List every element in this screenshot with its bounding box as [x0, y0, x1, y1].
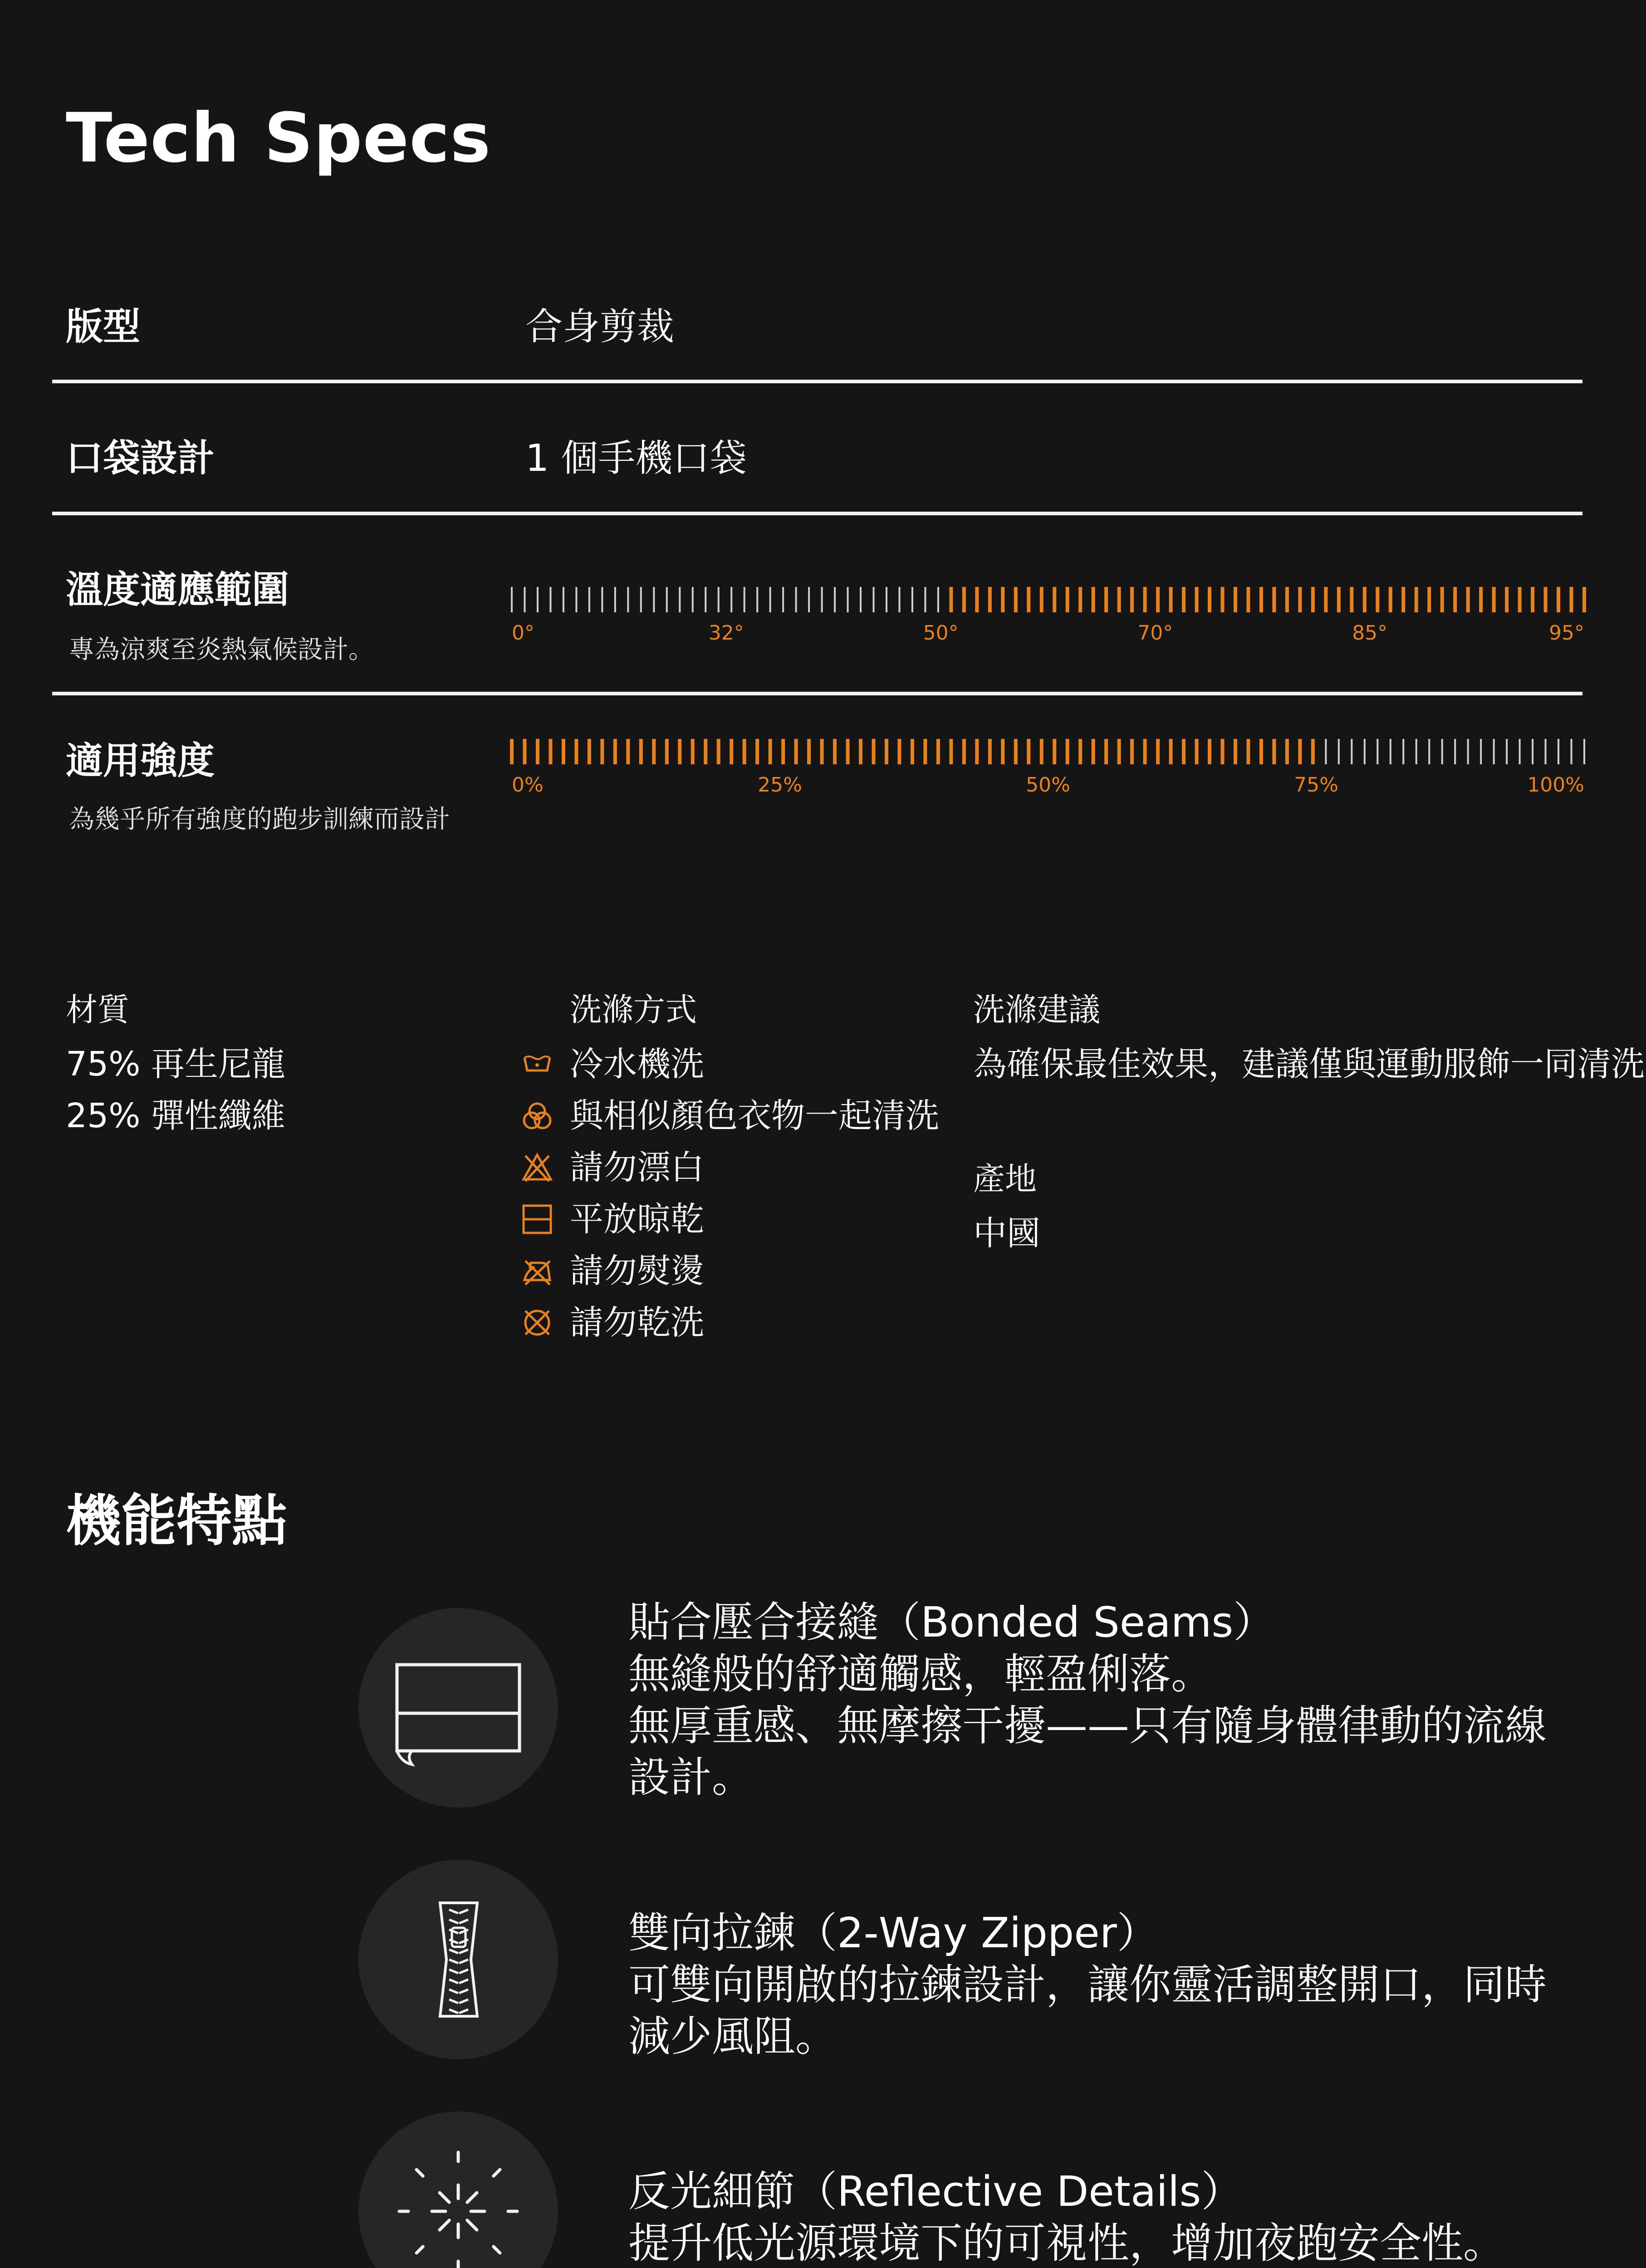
zipper-tooth	[449, 2009, 468, 2013]
scale-tick	[1506, 739, 1508, 764]
scale-tick	[1582, 587, 1586, 612]
scale-tick	[1466, 587, 1470, 612]
scale-tick	[1364, 739, 1366, 764]
scale-tick	[537, 587, 539, 612]
scale-tick	[834, 587, 836, 612]
feature-icon-circle	[358, 1860, 558, 2059]
care-text: 請勿熨燙	[570, 1251, 704, 1290]
intensity-label: 適用強度	[66, 739, 215, 782]
scale-tick	[1143, 587, 1147, 612]
zipper-tooth	[449, 1910, 468, 1913]
scale-tick	[524, 587, 525, 612]
scale-tick	[911, 739, 914, 764]
scale-tick	[1454, 739, 1456, 764]
scale-tick	[1377, 739, 1378, 764]
care-item	[521, 1142, 939, 1193]
scale-tick	[898, 587, 900, 612]
scale-tick	[691, 739, 695, 764]
reflective-ray	[494, 2170, 500, 2176]
scale-tick	[1066, 587, 1069, 612]
care-item	[521, 1090, 939, 1142]
scale-tick	[601, 587, 603, 612]
scale-tick	[924, 587, 926, 612]
scale-tick	[937, 587, 939, 612]
scale-tick	[1298, 587, 1302, 612]
scale-tick	[523, 739, 526, 764]
scale-tick	[1182, 739, 1186, 764]
scale-tick	[1143, 739, 1147, 764]
scale-tick	[860, 587, 862, 612]
scale-tick	[833, 739, 837, 764]
care-section	[521, 984, 939, 1349]
scale-tick	[782, 587, 784, 612]
care-item	[521, 1038, 939, 1090]
scale-tick	[1351, 739, 1352, 764]
fit-label: 版型	[66, 305, 141, 348]
scale-tick	[1027, 739, 1030, 764]
scale-tick	[807, 739, 811, 764]
scale-tick	[1285, 739, 1289, 764]
scale-tick	[743, 739, 746, 764]
scale-tick	[627, 587, 629, 612]
scale-tick	[756, 587, 758, 612]
feature-icon-circle	[358, 1608, 558, 1808]
zipper-tooth	[449, 1980, 468, 1983]
reflective-ray	[440, 2193, 449, 2202]
pocket-label: 口袋設計	[66, 437, 215, 480]
scale-tick	[640, 587, 642, 612]
scale-tick	[613, 739, 617, 764]
scale-tick	[1440, 587, 1444, 612]
no-dry-clean-icon	[521, 1306, 554, 1339]
scale-tick	[1104, 739, 1108, 764]
scale-tick	[1195, 587, 1199, 612]
scale-tick	[885, 739, 888, 764]
scale-tick	[936, 739, 940, 764]
scale-tick	[962, 739, 966, 764]
scale-tick	[705, 587, 706, 612]
scale-tick	[1492, 587, 1496, 612]
feature-line: 無縫般的舒適觸感，輕盈俐落。	[628, 1650, 1213, 1698]
scale-tick	[1104, 587, 1108, 612]
features-title: 機能特點	[66, 1489, 287, 1553]
scale-tick	[588, 739, 591, 764]
scale-tick	[678, 739, 681, 764]
feature-line: 可雙向開啟的拉鍊設計，讓你靈活調整開口，同時	[628, 1960, 1547, 2009]
zipper-icon	[358, 1860, 558, 2059]
care-item	[521, 1193, 939, 1245]
no-bleach-icon	[521, 1151, 554, 1184]
origin-heading: 產地	[973, 1160, 1037, 1198]
scale-tick	[897, 739, 901, 764]
scale-tick	[1259, 739, 1263, 764]
scale-tick	[1014, 739, 1018, 764]
scale-tick	[949, 587, 953, 612]
scale-tick	[1182, 587, 1186, 612]
scale-tick	[730, 587, 732, 612]
scale-tick	[1427, 587, 1431, 612]
scale-tick	[574, 739, 578, 764]
scale-tick	[1130, 587, 1134, 612]
scale-tick	[1376, 587, 1379, 612]
advice-text: 為確保最佳效果，建議僅與運動服飾一同清洗	[973, 1045, 1645, 1084]
scale-tick	[1169, 739, 1173, 764]
scale-tick-label: 70°	[1137, 621, 1173, 645]
origin-value: 中國	[973, 1214, 1040, 1253]
pocket-value: 1 個手機口袋	[525, 437, 747, 480]
feature-text	[628, 1907, 1558, 2063]
scale-tick	[1311, 739, 1315, 764]
divider	[52, 380, 1582, 383]
scale-tick	[1350, 587, 1353, 612]
care-item	[521, 1297, 939, 1349]
scale-tick	[975, 739, 979, 764]
scale-tick	[1479, 587, 1483, 612]
feature-line: 無厚重感、無摩擦干擾——只有隨身體律動的流線	[628, 1701, 1547, 1750]
scale-tick	[536, 739, 539, 764]
advice-heading: 洗滌建議	[973, 991, 1100, 1028]
scale-tick	[679, 587, 681, 612]
scale-tick	[923, 739, 927, 764]
zipper-tooth	[449, 1950, 468, 1953]
scale-tick	[1092, 587, 1095, 612]
reflective-ray	[467, 2220, 477, 2230]
scale-tick	[1285, 587, 1289, 612]
feature-icon-circle	[358, 2112, 558, 2268]
scale-tick	[563, 587, 564, 612]
scale-tick	[1532, 739, 1533, 764]
scale-tick	[769, 587, 771, 612]
cold-wash-icon	[521, 1048, 554, 1080]
scale-tick	[1272, 739, 1276, 764]
scale-tick	[1298, 739, 1302, 764]
scale-tick	[1078, 739, 1082, 764]
scale-tick	[614, 587, 616, 612]
divider	[52, 512, 1582, 515]
scale-tick	[1401, 587, 1405, 612]
scale-tick	[1272, 587, 1276, 612]
page-title: Tech Specs	[66, 99, 491, 178]
fit-value: 合身剪裁	[525, 305, 675, 348]
scale-tick	[1531, 587, 1534, 612]
scale-tick	[1259, 587, 1263, 612]
intensity-scale	[508, 737, 1588, 810]
feature-line: 提升低光源環境下的可視性，增加夜跑安全性。	[628, 2219, 1505, 2268]
zipper-tooth	[449, 1999, 468, 2003]
scale-tick	[1571, 739, 1573, 764]
scale-tick-label: 32°	[708, 621, 744, 645]
dry-flat-icon	[521, 1203, 554, 1236]
scale-tick	[1078, 587, 1082, 612]
scale-tick	[1557, 587, 1560, 612]
scale-tick	[1518, 587, 1522, 612]
scale-tick	[1583, 739, 1585, 764]
scale-tick	[988, 587, 992, 612]
scale-tick	[1389, 587, 1392, 612]
scale-tick	[872, 739, 875, 764]
scale-tick	[975, 587, 979, 612]
scale-tick	[1467, 739, 1469, 764]
feature-text	[628, 2166, 1558, 2268]
feature-text	[628, 1597, 1558, 1804]
scale-tick	[1066, 739, 1069, 764]
advice-section	[973, 984, 1645, 1259]
scale-tick	[911, 587, 913, 612]
scale-tick	[1117, 587, 1121, 612]
scale-tick	[511, 587, 513, 612]
scale-tick	[1092, 739, 1095, 764]
scale-tick	[1480, 739, 1482, 764]
scale-tick	[949, 739, 953, 764]
scale-tick	[626, 739, 630, 764]
scale-tick	[1001, 587, 1004, 612]
scale-tick	[1545, 739, 1547, 764]
scale-tick	[769, 739, 772, 764]
scale-tick	[1053, 739, 1056, 764]
divider	[52, 692, 1582, 695]
materials-section	[66, 984, 285, 1142]
scale-tick	[808, 587, 810, 612]
scale-tick	[1246, 587, 1250, 612]
scale-tick	[1558, 739, 1559, 764]
scale-tick	[1027, 587, 1030, 612]
scale-tick	[1416, 739, 1417, 764]
scale-tick	[1390, 739, 1391, 764]
scale-tick	[988, 739, 992, 764]
scale-tick	[575, 587, 577, 612]
scale-tick	[1130, 739, 1134, 764]
scale-tick	[1208, 587, 1211, 612]
scale-tick-label: 0°	[512, 621, 534, 645]
scale-tick-label: 100%	[1527, 773, 1584, 797]
material-item: 75% 再生尼龍	[66, 1045, 285, 1084]
scale-tick	[549, 739, 552, 764]
temperature-label: 溫度適應範圍	[66, 568, 289, 611]
scale-tick	[1311, 587, 1315, 612]
scale-tick	[1428, 739, 1430, 764]
material-item: 25% 彈性纖維	[66, 1096, 285, 1135]
reflective-icon	[358, 2112, 558, 2268]
scale-tick	[510, 739, 514, 764]
scale-tick	[1195, 739, 1199, 764]
scale-tick	[665, 739, 669, 764]
scale-tick	[639, 739, 643, 764]
scale-tick	[781, 739, 785, 764]
reflective-ray	[440, 2220, 449, 2230]
scale-tick	[718, 587, 720, 612]
scale-tick	[653, 587, 655, 612]
scale-tick	[1156, 739, 1160, 764]
scale-tick	[847, 587, 849, 612]
care-text: 平放晾乾	[570, 1200, 704, 1239]
reflective-ray	[416, 2247, 423, 2253]
scale-tick	[872, 587, 874, 612]
feature-title: 雙向拉鍊（2-Way Zipper）	[628, 1909, 1159, 1957]
scale-tick	[1040, 587, 1043, 612]
scale-tick	[1337, 587, 1341, 612]
scale-tick	[1505, 587, 1509, 612]
scale-tick	[1246, 739, 1250, 764]
scale-tick	[744, 587, 745, 612]
scale-tick	[1001, 739, 1004, 764]
scale-tick	[652, 739, 656, 764]
zipper-tooth	[449, 1920, 468, 1923]
scale-tick	[730, 739, 733, 764]
reflective-ray	[494, 2247, 500, 2253]
scale-tick	[1544, 587, 1548, 612]
feature-title: 貼合壓合接縫（Bonded Seams）	[628, 1598, 1275, 1647]
scale-tick	[962, 587, 966, 612]
care-text: 與相似顏色衣物一起清洗	[570, 1096, 939, 1135]
feature-title: 反光細節（Reflective Details）	[628, 2167, 1243, 2216]
scale-tick-label: 85°	[1352, 621, 1388, 645]
reflective-ray	[467, 2193, 477, 2202]
scale-tick	[692, 587, 694, 612]
scale-tick	[1441, 739, 1443, 764]
scale-tick	[1325, 739, 1327, 764]
care-text: 請勿乾洗	[570, 1303, 704, 1342]
scale-tick	[562, 739, 565, 764]
scale-tick	[588, 587, 590, 612]
scale-tick	[704, 739, 707, 764]
zipper-tooth	[449, 1970, 468, 1973]
scale-tick	[1040, 739, 1043, 764]
scale-tick	[1014, 587, 1018, 612]
scale-tick	[1363, 587, 1367, 612]
temperature-scale	[508, 585, 1588, 658]
zipper-tooth	[449, 1989, 468, 1993]
scale-tick	[549, 587, 551, 612]
scale-tick-label: 25%	[758, 773, 802, 797]
scale-tick	[755, 739, 759, 764]
scale-tick	[821, 587, 823, 612]
materials-heading: 材質	[66, 991, 129, 1028]
no-iron-icon	[521, 1255, 554, 1287]
scale-tick	[1493, 739, 1495, 764]
scale-tick	[794, 739, 798, 764]
scale-tick	[1570, 587, 1573, 612]
scale-tick	[1221, 587, 1225, 612]
similar-colors-icon	[521, 1100, 554, 1132]
scale-tick	[846, 739, 850, 764]
intensity-description: 為幾乎所有強度的跑步訓練而設計	[69, 805, 450, 834]
care-item	[521, 1245, 939, 1297]
scale-tick-label: 50%	[1026, 773, 1070, 797]
scale-tick	[600, 739, 604, 764]
scale-tick	[1169, 587, 1173, 612]
scale-tick	[666, 587, 668, 612]
scale-tick	[859, 739, 862, 764]
scale-tick	[1453, 587, 1457, 612]
scale-tick	[1402, 739, 1404, 764]
scale-tick	[1053, 587, 1056, 612]
scale-tick	[1519, 739, 1521, 764]
feature-line: 減少風阻。	[628, 2012, 838, 2061]
feature-line: 設計。	[628, 1753, 754, 1802]
scale-tick	[717, 739, 720, 764]
scale-tick-label: 0%	[512, 773, 544, 797]
temperature-description: 專為涼爽至炎熱氣候設計。	[69, 635, 374, 665]
scale-tick	[820, 739, 824, 764]
scale-tick-label: 50°	[923, 621, 959, 645]
scale-tick	[1234, 587, 1237, 612]
zipper-tooth	[449, 1960, 468, 1963]
scale-tick	[1415, 587, 1418, 612]
scale-tick-label: 95°	[1549, 621, 1584, 645]
reflective-ray	[416, 2170, 423, 2176]
scale-tick	[886, 587, 887, 612]
scale-tick	[1208, 739, 1211, 764]
scale-tick-label: 75%	[1294, 773, 1338, 797]
scale-tick	[1221, 739, 1225, 764]
scale-tick	[795, 587, 797, 612]
care-text: 冷水機洗	[570, 1045, 704, 1084]
bonded-seams-icon	[358, 1608, 558, 1808]
scale-tick	[1117, 739, 1121, 764]
care-heading: 洗滌方式	[570, 991, 697, 1028]
scale-tick	[1338, 739, 1340, 764]
care-text: 請勿漂白	[570, 1148, 704, 1187]
scale-tick	[1324, 587, 1328, 612]
scale-tick	[1156, 587, 1160, 612]
scale-tick	[1234, 739, 1237, 764]
